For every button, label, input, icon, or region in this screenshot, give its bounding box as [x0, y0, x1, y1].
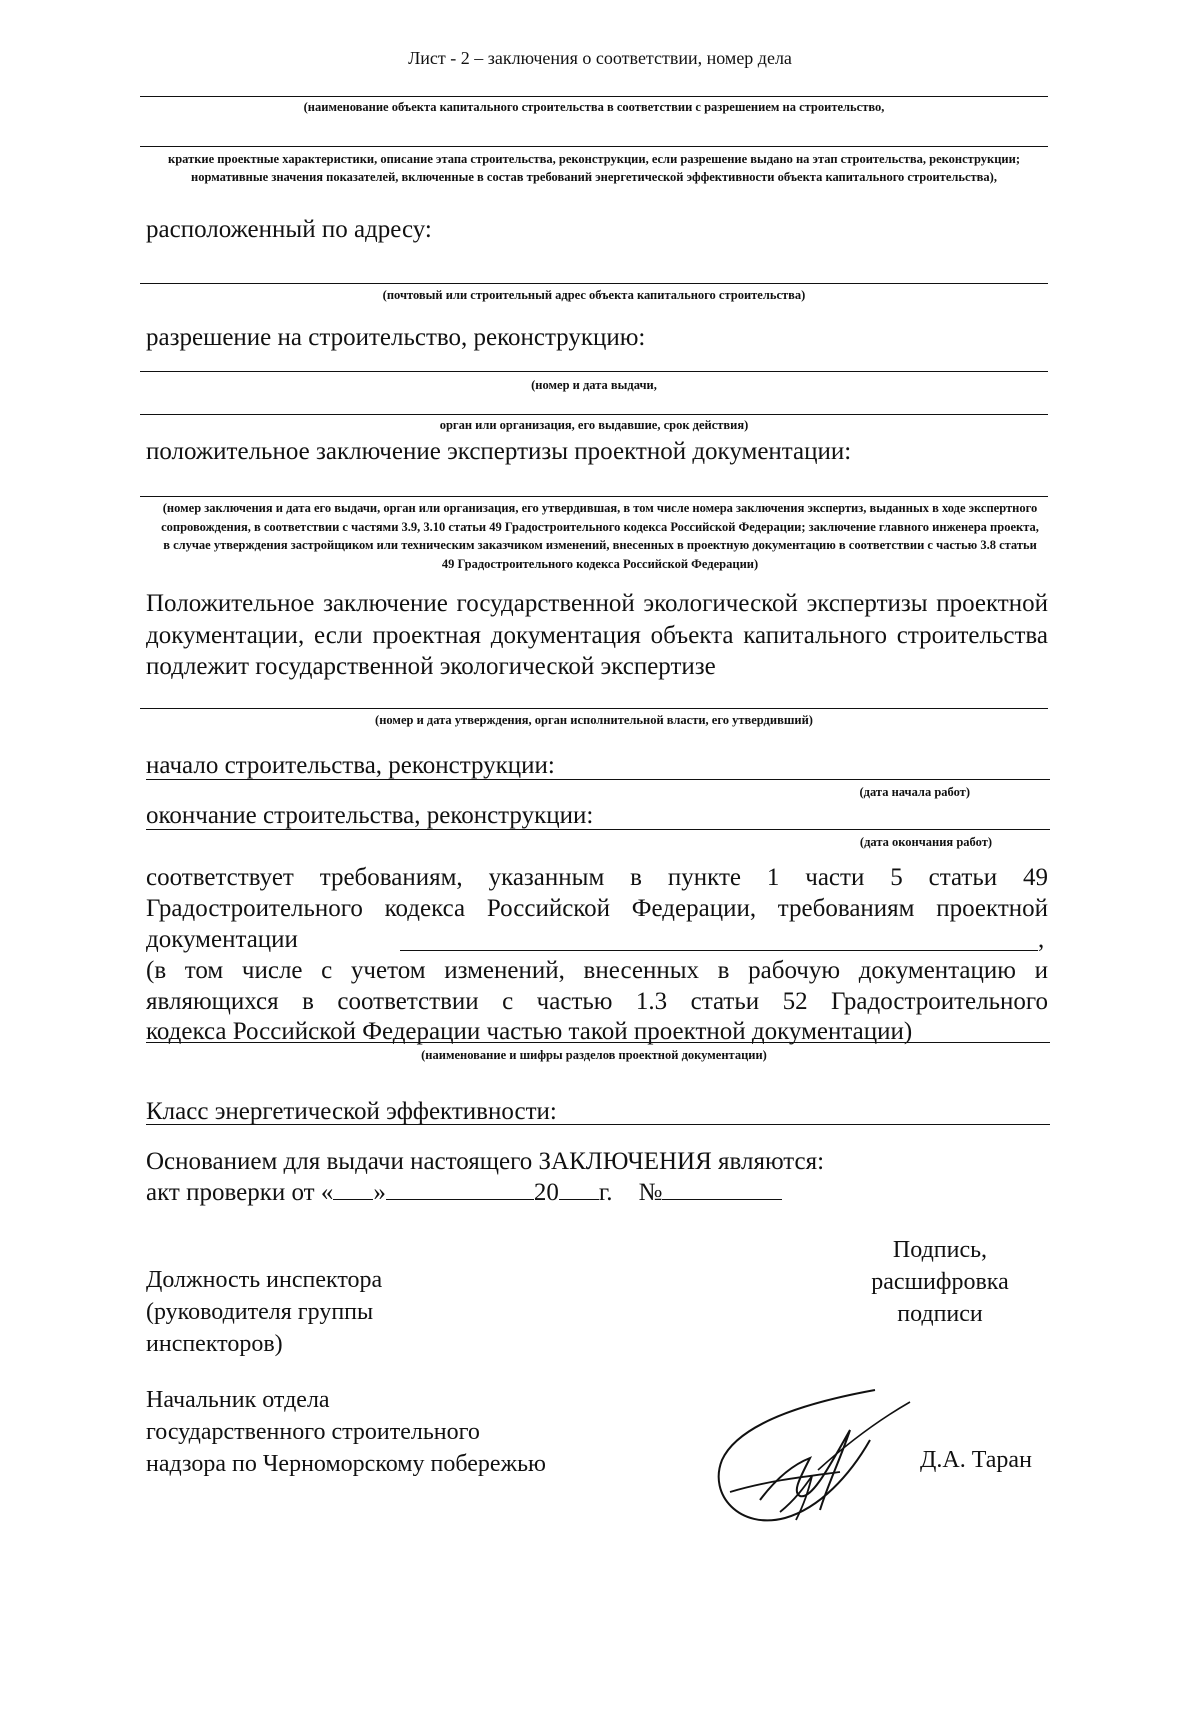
signature-caption	[830, 1234, 1050, 1330]
basis-heading: Основанием для выдачи настоящего ЗАКЛЮЧЕНИЯ являются:	[146, 1148, 825, 1175]
sig-caption-line-2: расшифровка	[871, 1269, 1009, 1295]
page-title: Лист - 2 – заключения о соответствии, номер дела	[408, 48, 792, 68]
act-quote-close: »	[373, 1179, 386, 1206]
fill-line-object-characteristics	[140, 146, 1048, 147]
act-prefix: акт проверки от «	[146, 1179, 334, 1206]
act-number-sign: №	[638, 1179, 663, 1206]
conformity-line-5: являющихся в соответствии с частью 1.3 статьи 52 Градостроительного	[146, 988, 1048, 1015]
act-year-suffix: г.	[598, 1179, 613, 1206]
fill-line-expertise	[140, 496, 1048, 497]
sig-caption-line-1: Подпись,	[892, 1237, 988, 1263]
fill-line-permit-number	[140, 371, 1048, 372]
signatory-name: Д.А. Таран	[920, 1447, 1032, 1473]
conformity-comma: ,	[1038, 926, 1045, 953]
conformity-line-2: Градостроительного кодекса Российской Федерации, требованиям проектной	[146, 895, 1048, 922]
act-year-blank	[559, 1177, 599, 1200]
inspector-position	[146, 1264, 382, 1360]
caption-object-characteristics: краткие проектные характеристики, описание этапа строительства, реконструкции, если разрешение выдано на этап строительства, реконструкции; нормативные значения показателей, включенные в состав требований энергетической эффективности объекта капитального строительства),	[168, 152, 1020, 184]
inspector-line-3: инспекторов)	[146, 1331, 283, 1357]
act-number-blank	[662, 1177, 782, 1200]
fill-line-conformity	[146, 1042, 1050, 1043]
chief-line-1: Начальник отдела	[146, 1387, 330, 1413]
fill-line-address	[140, 283, 1048, 284]
permit-label: разрешение на строительство, реконструкцию:	[146, 324, 646, 351]
caption-permit-issuer: орган или организация, его выдавшие, срок действия)	[439, 418, 749, 432]
fill-line-object-name	[140, 96, 1048, 97]
conformity-line-1: соответствует требованиям, указанным в пункте 1 части 5 статьи 49	[146, 864, 1048, 891]
caption-permit-number: (номер и дата выдачи,	[531, 378, 657, 392]
caption-end-date: (дата окончания работ)	[859, 835, 992, 849]
conformity-line-4: (в том числе с учетом изменений, внесенных в рабочую документацию и	[146, 957, 1048, 984]
inspection-act-line	[146, 1177, 846, 1211]
fill-line-sections	[400, 950, 1038, 951]
caption-address: (почтовый или строительный адрес объекта капитального строительства)	[382, 288, 806, 302]
caption-object-name: (наименование объекта капитального строительства в соответствии с разрешением на строительство,	[303, 100, 885, 114]
chief-position	[146, 1384, 546, 1480]
chief-line-3: надзора по Черноморскому побережью	[146, 1451, 546, 1477]
caption-eco-expertise: (номер и дата утверждения, орган исполнительной власти, его утвердивший)	[375, 713, 813, 727]
chief-line-2: государственного строительного	[146, 1419, 480, 1445]
fill-line-eco-expertise	[140, 708, 1048, 709]
handwritten-signature	[700, 1380, 930, 1540]
act-day-blank	[333, 1177, 373, 1200]
sig-caption-line-3: подписи	[897, 1301, 983, 1327]
end-label: окончание строительства, реконструкции:	[146, 802, 594, 829]
act-year-prefix: 20	[533, 1179, 559, 1206]
act-month-blank	[386, 1177, 534, 1200]
caption-sections: (наименование и шифры разделов проектной документации)	[421, 1048, 767, 1062]
eco-expertise-text: Положительное заключение государственной экологической экспертизы проектной документации, если проектная документация объекта капитального строительства подлежит государственной экологической экспертизе	[146, 590, 1048, 680]
fill-line-start	[146, 779, 1050, 780]
inspector-line-1: Должность инспектора	[146, 1267, 383, 1293]
caption-start-date: (дата начала работ)	[859, 785, 970, 799]
caption-expertise: (номер заключения и дата его выдачи, орган или организация, его утвердившая, в том числе номера заключения экспертиз, выданных в ходе экспертного сопровождения, в соответствии с частями 3.9, 3.10 статьи 49 Градостроительного кодекса Российской Федерации; заключение главного инженера проекта, в случае утверждения застройщиком или техническим заказчиком изменений, внесенных в проектную документацию в соответствии с частью 3.8 статьи 49 Градостроительного кодекса Российской Федерации)	[161, 501, 1039, 571]
address-label: расположенный по адресу:	[146, 216, 432, 243]
fill-line-energy-class	[146, 1124, 1050, 1125]
fill-line-end	[146, 829, 1050, 830]
energy-class-label: Класс энергетической эффективности:	[146, 1098, 557, 1125]
start-label: начало строительства, реконструкции:	[146, 752, 555, 779]
fill-line-permit-issuer	[140, 414, 1048, 415]
conformity-line-3: документации	[146, 926, 298, 953]
conformity-line-6: кодекса Российской Федерации частью такой проектной документации)	[146, 1018, 913, 1045]
expertise-label: положительное заключение экспертизы проектной документации:	[146, 438, 852, 465]
inspector-line-2: (руководителя группы	[146, 1299, 374, 1325]
